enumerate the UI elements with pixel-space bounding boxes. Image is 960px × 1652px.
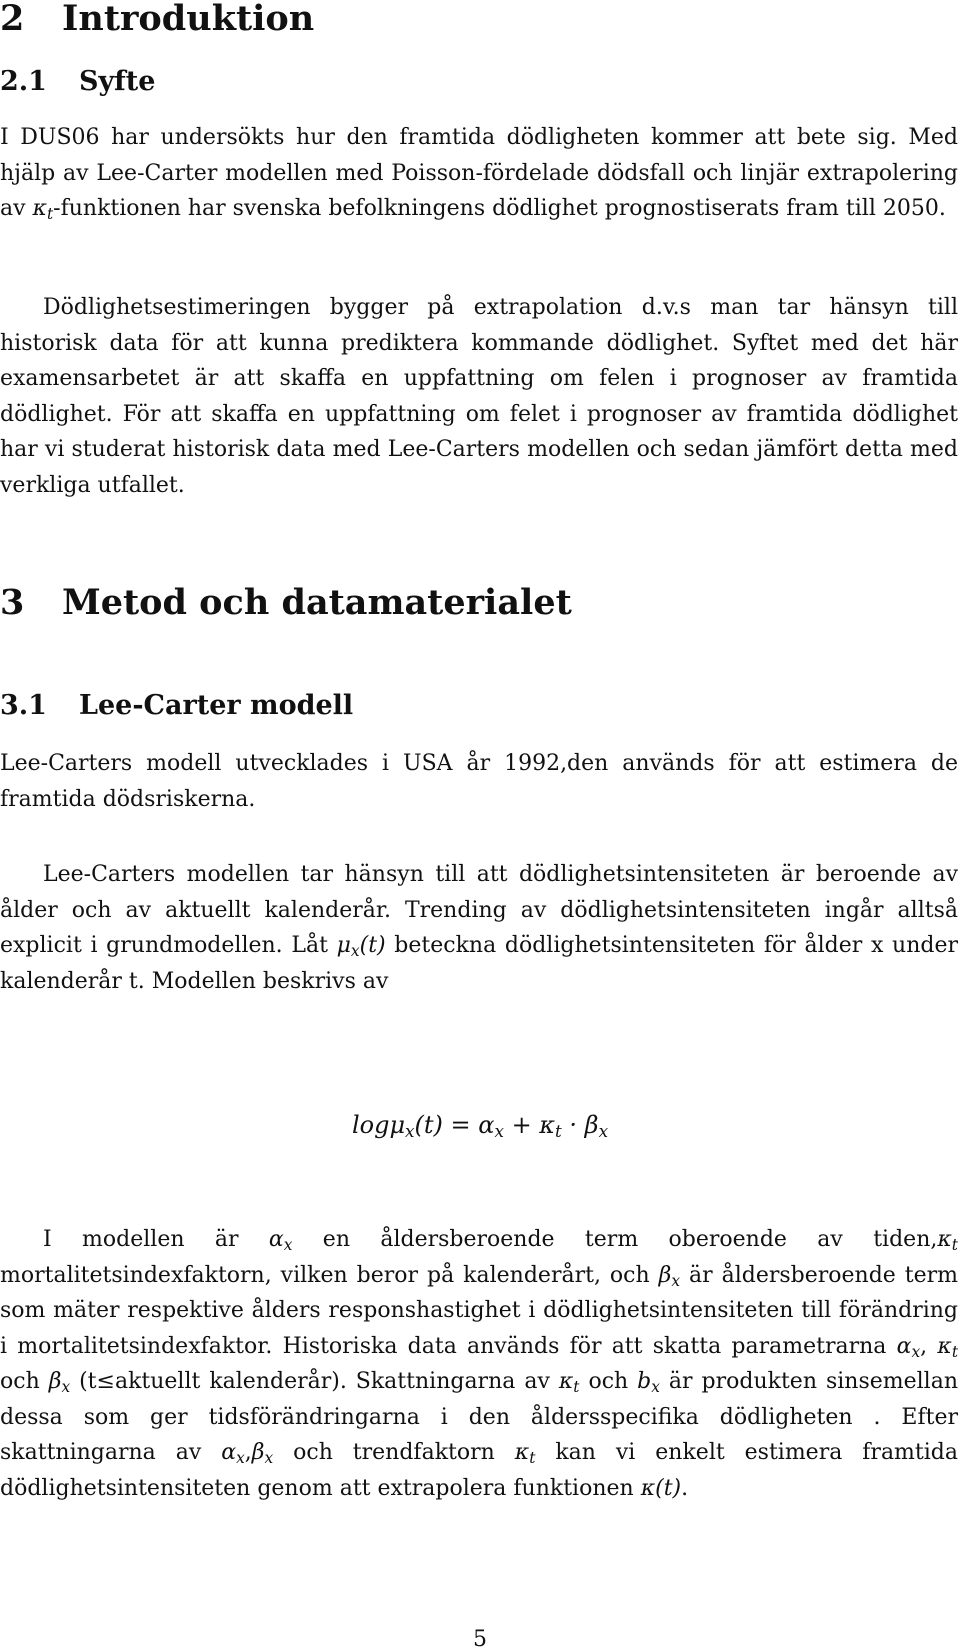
- kappa-function-symbol: κ(t): [640, 1475, 682, 1501]
- text-run: I DUS06 har undersökts hur den framtida dödligheten kommer att bete sig. Med hjälp av Lee-Carter modellen med Poisson-fördelade dödsfall och linjär extrapolering av: [0, 125, 958, 221]
- text-run: Lee-Carters modell utvecklades i USA år 1992,den används för att estimera de framtida dödsriskerna.: [0, 751, 958, 812]
- paragraph-lee-carter-3: I modellen är $\alpha_x$ en åldersberoende term oberoende av $tiden,\kappa_t$ mortalitetsindexfaktorn, vilken beror på kalenderårt, och $\beta_x$ är åldersberoende term som mäter respektive ålders responshastighet i dödlighetsintensiteten till förändring i mortalitetsindexfaktor. Historiska data används för att skatta parametrarna $\alpha_x$, $\kappa_t$ och $\beta_x$ (t≤aktuellt kalenderår). Skattningarna av $\kappa_t$ och $b_x$ är produkten sinsemellan dessa som ger tidsförändringarna i den åldersspecifika dödligheten . Efter skattningarna av $\alpha_x,\beta_x$ och trendfaktorn $\kappa_t$ kan vi enkelt estimera framtida dödlighetsintensiteten genom att extrapolera funktionen κ(t).: [0, 1227, 958, 1501]
- page-number: 5: [473, 1627, 487, 1652]
- paragraph-syfte-2: [0, 290, 958, 503]
- lee-carter-formula: $\log\mu_x(t) = \alpha_x + \kappa_t \cdot \beta_x$: [351, 1111, 609, 1142]
- kappa-symbol: $\kappa_t$: [32, 196, 54, 223]
- alpha-x-symbol: $\alpha_x$: [221, 1440, 245, 1467]
- b-x-symbol: $b_x$: [637, 1369, 660, 1396]
- text-run: Dödlighetsestimeringen bygger på extrapolation d.v.s man tar hänsyn till historisk data för att kunna prediktera kommande dödlighet. Syftet med det här examensarbetet är att skaffa en uppfattning om felen i prognoser av framtida dödlighet. För att skaffa en uppfattning om felet i prognoser av framtida dödlighet har vi studerat historisk data med Lee-Carters modellen och sedan jämfört detta med verkliga utfallet.: [0, 295, 958, 498]
- subsection-number: 2.1: [0, 66, 47, 97]
- text-run: beteckna dödlighetsintensiteten för ålder x under kalenderår t. Modellen beskrivs av: [0, 933, 958, 994]
- section-heading-2: [0, 0, 314, 39]
- beta-x-symbol: $\beta_x$: [251, 1440, 274, 1467]
- subsection-heading-3-1: [0, 690, 353, 721]
- section-number: 2: [0, 0, 25, 39]
- paragraph-syfte-1: [0, 120, 958, 227]
- paragraph-lee-carter-2: [0, 857, 958, 999]
- text-run: -funktionen har svenska befolkningens dödlighet prognostiserats fram till 2050.: [53, 196, 946, 221]
- beta-x-symbol: $\beta_x$: [48, 1369, 71, 1396]
- subsection-number: 3.1: [0, 690, 47, 721]
- alpha-x-symbol: $\alpha_x$: [896, 1333, 921, 1361]
- kappa-t-symbol: $\kappa_t$: [937, 1227, 958, 1254]
- section-heading-3: [0, 582, 572, 623]
- kappa-t-symbol: $\kappa_t$: [558, 1369, 580, 1396]
- mu-x-t-symbol: $\mu_x(t)$: [336, 933, 386, 960]
- paragraph-lee-carter-1: [0, 746, 958, 817]
- section-title: Metod och datamaterialet: [62, 582, 572, 623]
- alpha-x-symbol: $\alpha_x$: [268, 1227, 293, 1254]
- kappa-t-symbol: $\kappa_t$: [514, 1440, 536, 1467]
- section-title: Introduktion: [62, 0, 315, 39]
- subsection-title: Syfte: [79, 66, 156, 97]
- subsection-title: Lee-Carter modell: [79, 690, 354, 721]
- subsection-heading-2-1: [0, 66, 155, 97]
- beta-x-symbol: $\beta_x$: [658, 1262, 681, 1290]
- section-number: 3: [0, 582, 25, 623]
- kappa-t-symbol: $\kappa_t$: [937, 1333, 958, 1361]
- text-run: Lee-Carters modellen tar hänsyn till att dödlighetsintensiteten är beroende av ålder och av aktuellt kalenderår. Trending av dödlighetsintensiteten ingår alltså explicit i grundmodellen. Låt: [0, 862, 958, 958]
